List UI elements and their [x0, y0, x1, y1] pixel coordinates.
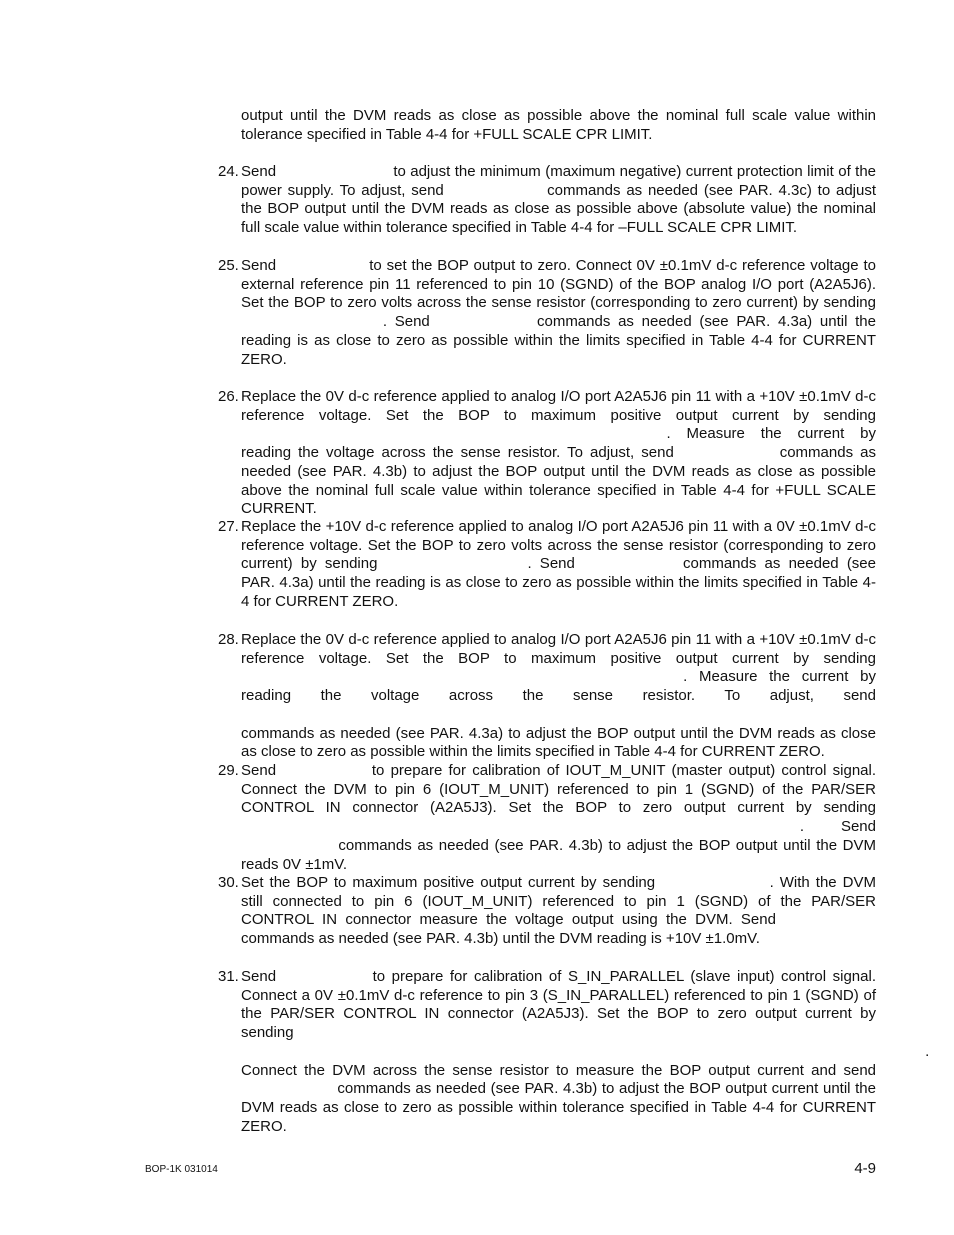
- footer-doc-id: BOP-1K 031014: [145, 1164, 218, 1175]
- step-number: 28.: [218, 631, 239, 648]
- step-text: Replace the 0V d-c reference applied to analog I/O port A2A5J6 pin 11 with a +10V ±0.1mV d-c reference voltage. Set the BOP to maximum positive output current by sending . Measure the current by reading the voltage across the sense resistor. To adjust, send commands as needed (see PAR. 4.3b) to adjust the BOP output until the DVM reads as close as possible above the nominal full scale value within tolerance specified in Table 4-4 for +FULL SCALE CURRENT.: [241, 388, 876, 518]
- step-25: [218, 257, 876, 369]
- step-text: Replace the 0V d-c reference applied to analog I/O port A2A5J6 pin 11 with a +10V ±0.1mV d-c reference voltage. Set the BOP to maximum positive output current by sending . Measure the current by reading the voltage across the sense resistor. To adjust, send commands as needed (see PAR. 4.3a) to adjust the BOP output until the DVM reads as close as close to zero as possible within the limits specified in Table 4-4 for CURRENT ZERO.: [241, 631, 884, 761]
- step-number: 24.: [218, 163, 239, 180]
- step-text: Send to set the BOP output to zero. Connect 0V ±0.1mV d-c reference voltage to external reference pin 11 referenced to pin 10 (SGND) of the BOP analog I/O port (A2A5J6). Set the BOP to zero volts across the sense resistor (corresponding to zero current) by sending . Send commands as needed (see PAR. 4.3a) until the reading is as close to zero as possible within the limits specified in Table 4-4 for CURRENT ZERO.: [241, 257, 876, 368]
- step-number: 27.: [218, 518, 239, 535]
- intro-paragraph: output until the DVM reads as close as possible above the nominal full scale value within tolerance specified in Table 4-4 for +FULL SCALE CPR LIMIT.: [241, 107, 876, 143]
- step-31: [218, 968, 930, 1136]
- step-number: 30.: [218, 874, 239, 891]
- step-text: Send to adjust the minimum (maximum negative) current protection limit of the power supply. To adjust, send commands as needed (see PAR. 4.3c) to adjust the BOP output until the DVM reads as close as possible above (absolute value) the nominal full scale value within tolerance specified in Table 4-4 for –FULL SCALE CPR LIMIT.: [241, 163, 876, 237]
- step-number: 25.: [218, 257, 239, 274]
- step-text: Replace the +10V d-c reference applied to analog I/O port A2A5J6 pin 11 with a 0V ±0.1mV d-c reference voltage. Set the BOP to zero volts across the sense resistor (corresponding to zero current) by sending . Send commands as needed (see PAR. 4.3a) until the reading is as close to zero as possible within the limits specified in Table 4-4 for CURRENT ZERO.: [241, 518, 876, 610]
- footer-page-number: 4-9: [854, 1160, 876, 1177]
- step-text: Set the BOP to maximum positive output current by sending . With the DVM still connected to pin 6 (IOUT_M_UNIT) referenced to pin 1 (SGND) of the PAR/SER CONTROL IN connector measure the voltage output using the DVM. Send commands as needed (see PAR. 4.3b) until the DVM reading is +10V ±1.0mV.: [241, 874, 876, 948]
- step-26: [218, 388, 876, 519]
- step-text: Send to prepare for calibration of IOUT_M_UNIT (master output) control signal. Connect the DVM to pin 6 (IOUT_M_UNIT) referenced to pin 1 (SGND) of the PAR/SER CONTROL IN connector (A2A5J3). Set the BOP to zero output current by sending . Send commands as needed (see PAR. 4.3b) to adjust the BOP output until the DVM reads 0V ±1mV.: [241, 762, 876, 873]
- step-text: Send to prepare for calibration of S_IN_PARALLEL (slave input) control signal. Connect a 0V ±0.1mV d-c reference to pin 3 (S_IN_PARALLEL) referenced to pin 1 (SGND) of the PAR/SER CONTROL IN connector (A2A5J3). Set the BOP to zero output current by sending . Connect the DVM across the sense resistor to measure the BOP output current and send commands as needed (see PAR. 4.3b) to adjust the BOP output current until the DVM reads as close to zero as possible within tolerance specified in Table 4-4 for CURRENT ZERO.: [241, 968, 930, 1135]
- step-28: [218, 631, 884, 762]
- step-24: [218, 163, 876, 238]
- step-27: [218, 518, 876, 612]
- step-29: [218, 762, 876, 874]
- step-number: 26.: [218, 388, 239, 405]
- step-number: 29.: [218, 762, 239, 779]
- step-30: [218, 874, 876, 949]
- step-number: 31.: [218, 968, 239, 985]
